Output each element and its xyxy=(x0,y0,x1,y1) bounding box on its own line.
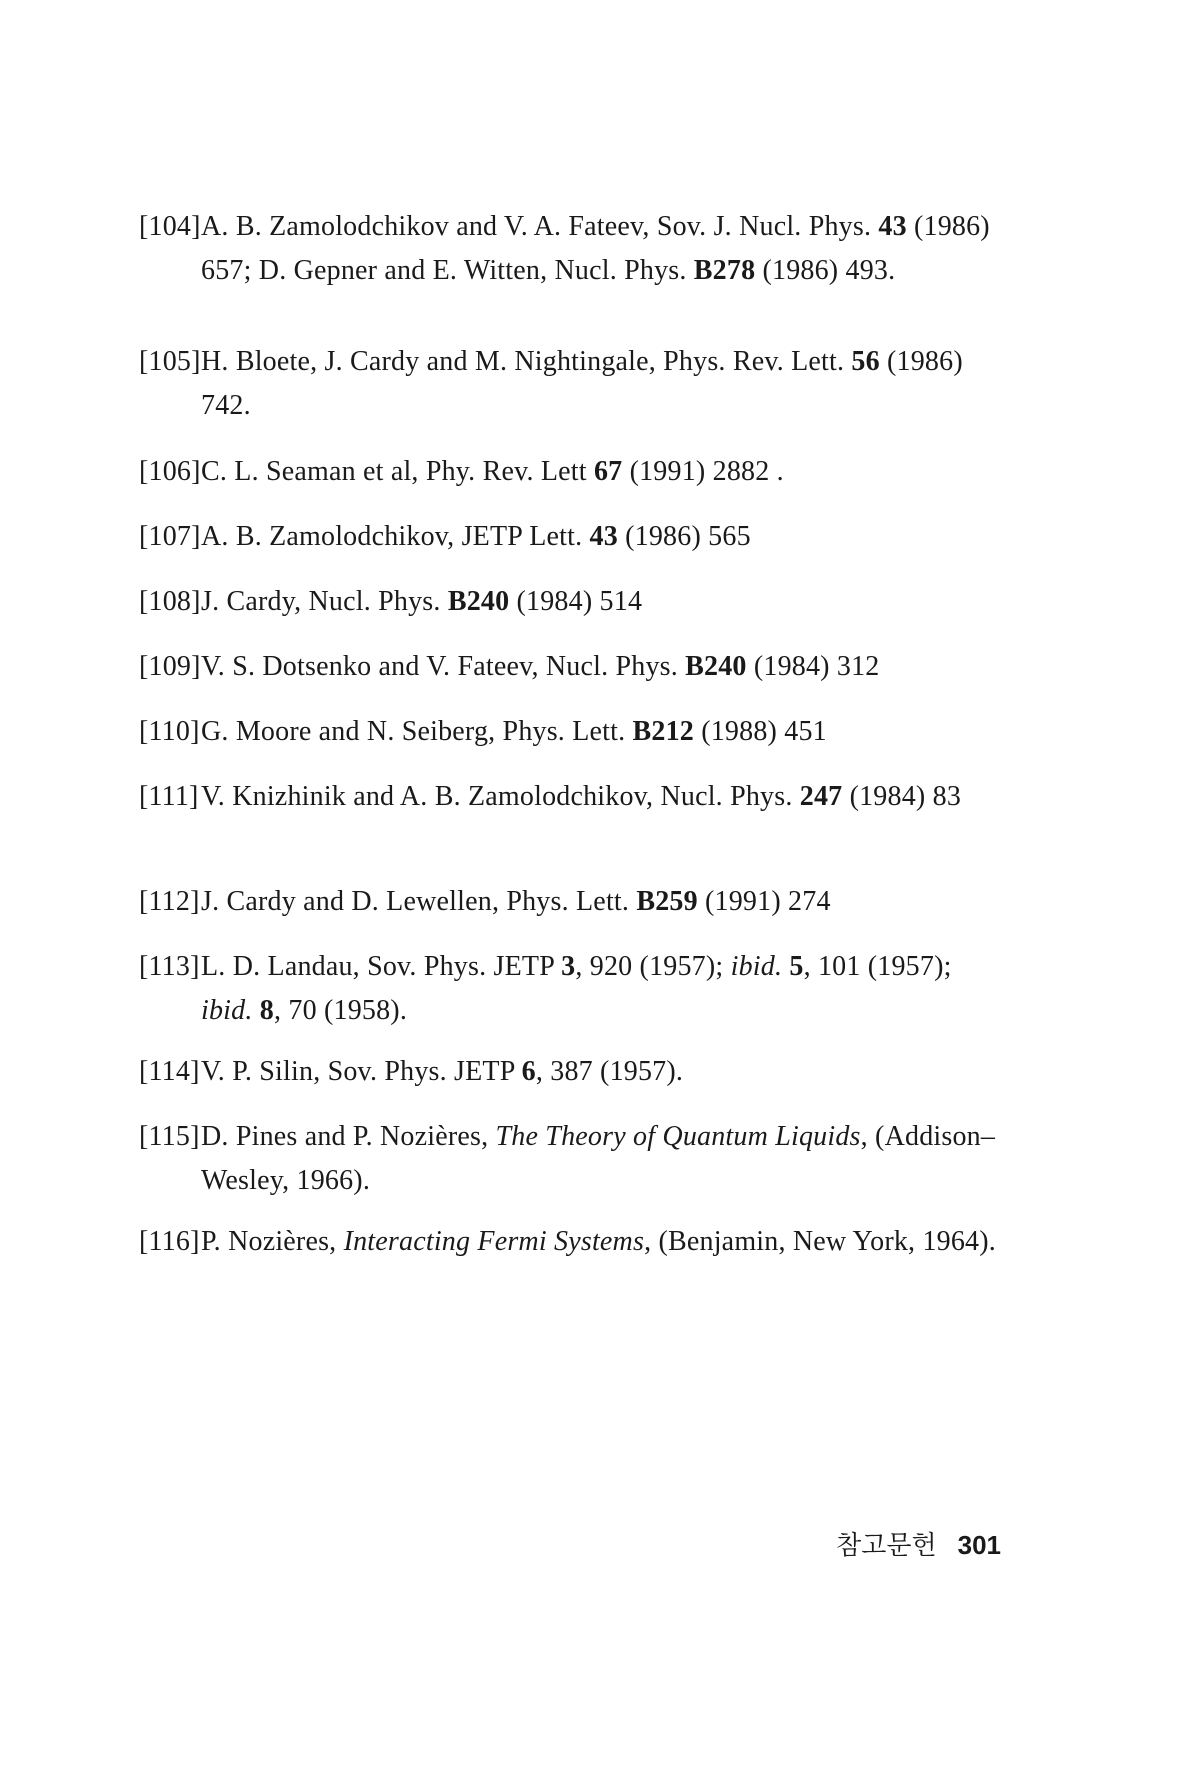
reference-text xyxy=(201,710,1009,754)
reference-number: [106] xyxy=(139,456,201,487)
volume-number: B240 xyxy=(685,651,747,682)
reference-number: [114] xyxy=(139,1056,200,1087)
reference-text xyxy=(201,205,1009,293)
reference-text xyxy=(201,340,1009,428)
reference-number: [115] xyxy=(139,1121,200,1152)
italic-title: ibid. xyxy=(730,951,783,982)
reference-number: [113] xyxy=(139,951,200,982)
reference-number: [116] xyxy=(139,1226,200,1257)
reference-text xyxy=(201,645,1009,689)
reference-segment: P. Nozières, xyxy=(201,1226,344,1257)
reference-segment: J. Cardy, Nucl. Phys. xyxy=(201,586,448,617)
reference-number: [109] xyxy=(139,651,201,682)
reference-segment: , (Benjamin, New York, 1964). xyxy=(644,1226,996,1257)
reference-segment: J. Cardy and D. Lewellen, Phys. Lett. xyxy=(201,886,637,917)
reference-segment: D. Pines and P. Nozières, xyxy=(201,1121,496,1152)
page-footer xyxy=(836,1525,1001,1562)
volume-number: 5 xyxy=(789,951,804,982)
reference-segment: (1988) 451 xyxy=(694,716,827,747)
italic-title: The Theory of Quantum Liquids xyxy=(495,1121,861,1152)
reference-entry xyxy=(139,450,1009,494)
volume-number: 6 xyxy=(521,1056,536,1087)
reference-segment: (1986) 565 xyxy=(617,521,751,552)
reference-entry xyxy=(139,645,1009,689)
reference-segment: , 70 (1958). xyxy=(273,995,408,1026)
reference-entry xyxy=(139,775,1009,819)
reference-segment: , (Addison–Wesley, 1966). xyxy=(201,1121,996,1196)
reference-segment: (1984) 514 xyxy=(509,586,643,617)
volume-number: 56 xyxy=(851,346,880,377)
volume-number: B240 xyxy=(447,586,510,617)
reference-segment: , 101 (1957); xyxy=(803,951,952,982)
reference-entry xyxy=(139,880,1009,924)
reference-segment: (1991) 2882 . xyxy=(622,456,784,487)
volume-number: B278 xyxy=(693,255,756,286)
reference-segment: , 387 (1957). xyxy=(535,1056,684,1087)
volume-number: B212 xyxy=(632,716,694,747)
volume-number: 3 xyxy=(561,951,576,982)
reference-segment: H. Bloete, J. Cardy and M. Nightingale, Phys. Rev. Lett. xyxy=(201,346,852,377)
reference-number: [107] xyxy=(139,521,201,552)
reference-segment: (1984) 83 xyxy=(842,781,962,812)
reference-segment: V. P. Silin, Sov. Phys. JETP xyxy=(201,1056,522,1087)
reference-number: [110] xyxy=(139,716,200,747)
reference-segment: (1986) 657; D. Gepner and E. Witten, Nucl. Phys. xyxy=(201,211,990,286)
reference-segment: (1984) 312 xyxy=(746,651,880,682)
reference-segment: G. Moore and N. Seiberg, Phys. Lett. xyxy=(201,716,633,747)
reference-segment: C. L. Seaman et al, Phy. Rev. Lett xyxy=(201,456,594,487)
volume-number: 43 xyxy=(589,521,618,552)
reference-text xyxy=(201,580,1009,624)
reference-number: [104] xyxy=(139,211,201,242)
reference-entry xyxy=(139,340,1009,428)
reference-segment: V. S. Dotsenko and V. Fateev, Nucl. Phys. xyxy=(201,651,686,682)
reference-number: [108] xyxy=(139,586,201,617)
reference-entry xyxy=(139,580,1009,624)
volume-number: 8 xyxy=(259,995,274,1026)
volume-number: B259 xyxy=(636,886,698,917)
reference-entry xyxy=(139,1220,1009,1264)
section-title: 참고문헌 xyxy=(836,1531,937,1561)
reference-entry xyxy=(139,1115,1009,1203)
reference-entry xyxy=(139,710,1009,754)
reference-segment: L. D. Landau, Sov. Phys. JETP xyxy=(201,951,562,982)
reference-segment: (1986) 493. xyxy=(755,255,896,286)
reference-segment: (1986) 742. xyxy=(201,346,963,421)
reference-text xyxy=(201,450,1009,494)
reference-number: [112] xyxy=(139,886,200,917)
reference-entry xyxy=(139,945,1009,1033)
reference-text xyxy=(201,1115,1009,1203)
volume-number: 247 xyxy=(799,781,843,812)
reference-text xyxy=(201,880,1009,924)
volume-number: 43 xyxy=(878,211,907,242)
reference-text xyxy=(201,775,1009,819)
reference-segment: A. B. Zamolodchikov and V. A. Fateev, Sov. J. Nucl. Phys. xyxy=(201,211,879,242)
reference-number: [105] xyxy=(139,346,201,377)
italic-title: Interacting Fermi Systems xyxy=(343,1226,645,1257)
reference-segment: V. Knizhinik and A. B. Zamolodchikov, Nucl. Phys. xyxy=(201,781,800,812)
italic-title: ibid. xyxy=(201,995,253,1026)
reference-text xyxy=(201,515,1009,559)
reference-segment xyxy=(253,995,260,1026)
reference-text xyxy=(201,1050,1009,1094)
reference-entry xyxy=(139,515,1009,559)
reference-entry xyxy=(139,1050,1009,1094)
reference-number: [111] xyxy=(139,781,199,812)
reference-segment: (1991) 274 xyxy=(697,886,831,917)
reference-entry xyxy=(139,205,1009,293)
page-number: 301 xyxy=(957,1530,1001,1560)
volume-number: 67 xyxy=(593,456,623,487)
reference-segment: , 920 (1957); xyxy=(575,951,731,982)
reference-text xyxy=(201,1220,1009,1264)
reference-segment: A. B. Zamolodchikov, JETP Lett. xyxy=(201,521,590,552)
reference-text xyxy=(201,945,1009,1033)
